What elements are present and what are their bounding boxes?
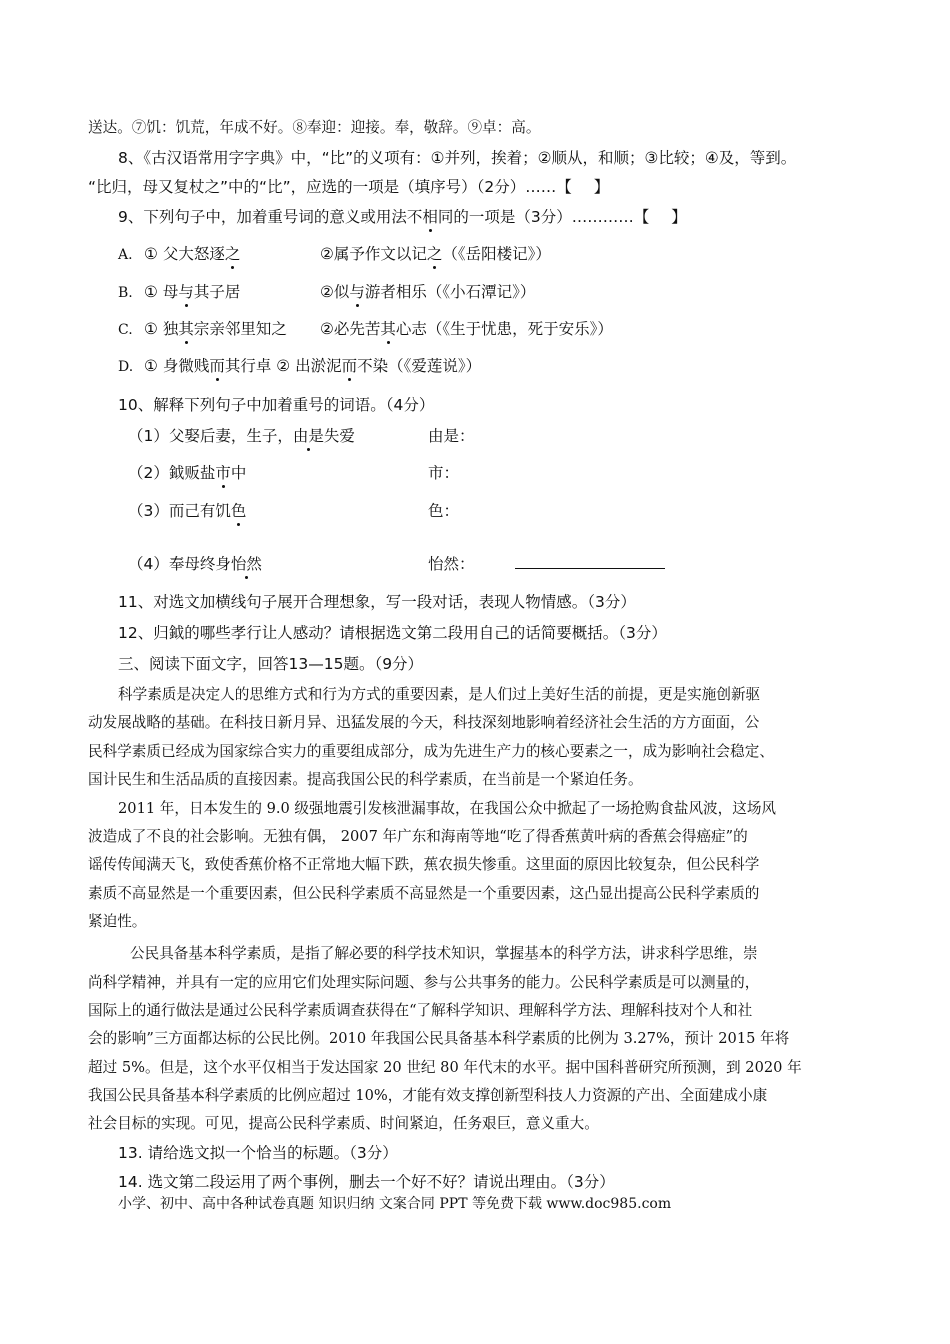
q10-item-1-key: 由是 (292, 427, 324, 445)
q8-bracket-end: 】 (593, 178, 610, 196)
option-d-source: 不染（《爱莲说》） (357, 357, 482, 375)
q10-stem: 10、解释下列句子中加着重号的词语。（4分） (118, 396, 435, 414)
q9-stem-a: 9、下列句子中，加着重号词的意义或用法 (118, 208, 407, 226)
q10-item-4 (128, 552, 665, 574)
passage-p3-line5: 超过 5%。但是，这个水平仅相当于发达国家 20 世纪 80 年代末的水平。据中国科普研究所预测，到 2020 年 (88, 1059, 802, 1076)
option-a-s2: ②属予作文以记 (320, 245, 427, 263)
passage-p3-line7: 社会目标的实现。可见，提高公民科学素质、时间紧迫，任务艰巨，意义重大。 (88, 1115, 599, 1132)
top-note: 送达。⑦饥：饥荒，年成不好。⑧奉迎：迎接。奉，敬辞。⑨卓：高。 (88, 119, 541, 136)
passage-p3-line2: 尚科学精神，并具有一定的应用它们处理实际问题、参与公共事务的能力。公民科学素质是可以测量的， (88, 974, 760, 991)
q13: 13. 请给选文拟一个恰当的标题。（3分） (118, 1144, 398, 1162)
q9-stem-emphasis: 不相同 (406, 208, 454, 226)
q9-option-d (118, 354, 481, 376)
option-c-source: 心志（《生于忧患，死于安乐》） (395, 320, 613, 338)
passage-p2-line2: 波造成了不良的社会影响。无独有偶， 2007 年广东和海南等地“吃了得香蕉黄叶病的香蕉会得癌症”的 (88, 828, 748, 845)
passage-p3-line6: 我国公民具备基本科学素质的比例应超过 10%，才能有效支撑创新型科技人力资源的产出、全面建成小康 (88, 1087, 768, 1104)
q10-item-2 (128, 461, 459, 483)
q12: 12、归鉞的哪些孝行让人感动？请根据选文第二段用自己的话简要概括。（3分） (118, 624, 667, 642)
option-c-s1: ① 独 (144, 320, 179, 338)
q9-stem (118, 205, 687, 227)
q10-item-2-text: （2）鉞贩盐 (128, 464, 216, 482)
passage-p2-line4: 素质不高显然是一个重要因素，但公民科学素质不高显然是一个重要因素，这凸显出提高公民科学素质的 (88, 885, 760, 902)
q9-stem-c: 的一项是（3分）…………【 (453, 208, 650, 226)
q10-item-2-answer-label: 市： (428, 464, 460, 482)
q8-line2 (88, 175, 609, 197)
q8-line1: 8、《古汉语常用字字典》中，“比”的义项有：①并列，挨着；②顺从，和顺；③比较；④及，等到。 (118, 149, 797, 167)
q10-item-4-answer-label: 怡然： (428, 555, 475, 573)
q9-option-c (118, 317, 613, 339)
option-b-s1-key: 与 (178, 283, 194, 301)
q10-item-3-key: 色 (230, 502, 247, 520)
q10-item-3-text: （3）而己有饥 (128, 502, 231, 520)
passage-p2-line5: 紧迫性。 (88, 913, 147, 930)
option-d-label: D. (118, 359, 134, 375)
q10-item-4-text: （4）奉母终身 (128, 555, 231, 573)
option-a-label: A. (118, 247, 133, 263)
passage-p1-line1: 科学素质是决定人的思维方式和行为方式的重要因素，是人们过上美好生活的前提，更是实施创新驱 (118, 686, 761, 703)
passage-p3-line3: 国际上的通行做法是通过公民科学素质调查获得在“了解科学知识、理解科学方法、理解科技对个人和社 (88, 1002, 753, 1019)
q9-bracket-end: 】 (671, 208, 687, 226)
q14: 14. 选文第二段运用了两个事例，删去一个好不好？请说出理由。（3分） (118, 1173, 615, 1191)
option-d-s1-key: 而 (209, 357, 225, 375)
passage-p2-line3: 谣传传闻满天飞，致使香蕉价格不正常地大幅下跌，蕉农损失惨重。这里面的原因比较复杂，但公民科学 (88, 856, 760, 873)
q10-item-2-key: 市 (215, 464, 231, 482)
option-b-label: B. (118, 285, 133, 301)
q8-line2-text: “比归，母又复杖之”中的“比”，应选的一项是（填序号）（2分）……【 (88, 178, 572, 196)
option-a-s2-key: 之 (426, 245, 443, 263)
passage-p2-line1: 2011 年，日本发生的 9.0 级强地震引发核泄漏事故，在我国公众中掀起了一场抢购食盐风波，这场风 (118, 800, 777, 817)
q10-item-3 (128, 499, 459, 521)
option-d-s1: ① 身微贱 (144, 357, 210, 375)
q10-item-4-key: 怡然 (230, 555, 262, 573)
option-b-s1: ① 母 (144, 283, 179, 301)
answer-blank[interactable] (515, 554, 665, 569)
option-c-s1-key: 其 (178, 320, 194, 338)
option-c-label: C. (118, 322, 133, 338)
passage-p1-line4: 国计民生和生活品质的直接因素。提高我国公民的科学素质，在当前是一个紧迫任务。 (88, 771, 643, 788)
q11: 11、对选文加横线句子展开合理想象，写一段对话，表现人物情感。（3分） (118, 593, 636, 611)
option-d-s2: ② 出淤泥 (276, 357, 342, 375)
option-d-s2-key: 而 (341, 357, 358, 375)
option-a-s1-key: 之 (224, 245, 241, 263)
option-b-source: 游者相乐（《小石潭记》） (364, 283, 536, 301)
page-footer: 小学、初中、高中各种试卷真题 知识归纳 文案合同 PPT 等免费下载 www.doc985.com (118, 1196, 672, 1212)
q10-item-1 (128, 424, 475, 446)
q9-option-b (118, 280, 535, 302)
passage-p3-line1: 公民具备基本科学素质，是指了解必要的科学技术知识，掌握基本的科学方法，讲求科学思维，崇 (130, 945, 758, 962)
q10-item-2-rest: 中 (230, 464, 247, 482)
option-c-s1-rest: 宗亲邻里知之 (193, 320, 287, 338)
option-b-s1-rest: 其子居 (193, 283, 241, 301)
option-a-s1: ① 父大怒逐 (144, 245, 225, 263)
q10-item-1-rest: 失爱 (323, 427, 355, 445)
option-b-s2: ②似 (320, 283, 350, 301)
passage-p3-line4: 会的影响”三方面都达标的公民比例。2010 年我国公民具备基本科学素质的比例为 3.27%，预计 2015 年将 (88, 1030, 790, 1047)
q10-item-3-answer-label: 色： (428, 502, 460, 520)
passage-p1-line2: 动发展战略的基础。在科技日新月异、迅猛发展的今天，科技深刻地影响着经济社会生活的方方面面，公 (88, 714, 760, 731)
q10-item-1-text: （1）父娶后妻，生子， (128, 427, 293, 445)
option-c-s2-key: 其 (380, 320, 396, 338)
option-d-s1-rest: 其行卓 (224, 357, 272, 375)
section-3-heading: 三、阅读下面文字，回答13—15题。（9分） (118, 655, 424, 673)
option-c-s2: ②必先苦 (320, 320, 381, 338)
passage-p1-line3: 民科学素质已经成为国家综合实力的重要组成部分，成为先进生产力的核心要素之一，成为影响社会稳定、 (88, 743, 774, 760)
option-a-source: （《岳阳楼记》） (442, 245, 551, 263)
q10-item-1-answer-label: 由是： (428, 427, 475, 445)
q9-option-a (118, 242, 551, 264)
option-b-s2-key: 与 (349, 283, 365, 301)
